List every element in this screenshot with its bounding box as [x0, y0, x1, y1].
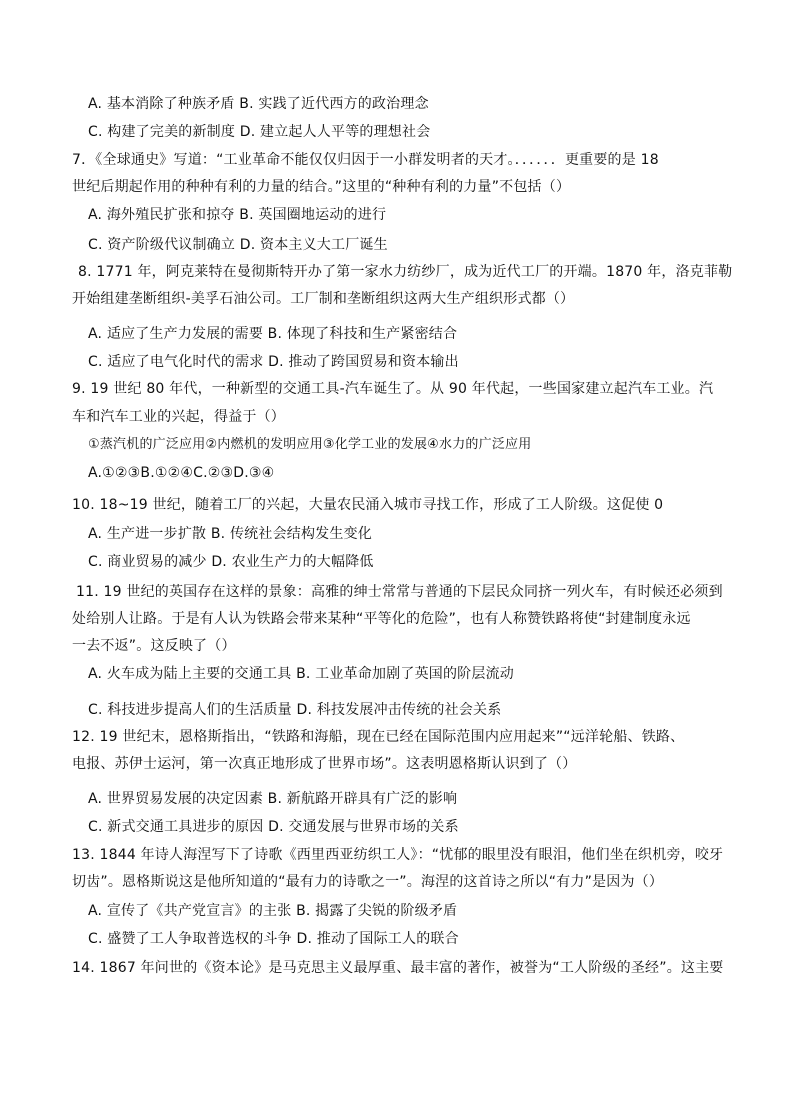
question-11-stem-line-3: 一去不返”。这反映了（） [72, 638, 236, 654]
question-11-option-ab: A. 火车成为陆上主要的交通工具 B. 工业革命加剧了英国的阶层流动 [88, 666, 514, 682]
question-9-options: A.①②③B.①②④C.②③D.③④ [88, 465, 275, 481]
question-8-option-ab: A. 适应了生产力发展的需要 B. 体现了科技和生产紧密结合 [88, 326, 458, 342]
question-12-stem-line-2: 电报、苏伊士运河，第一次真正地形成了世界市场”。这表明恩格斯认识到了（） [72, 756, 577, 772]
question-9-stem-line-2: 车和汽车工业的兴起，得益于（） [72, 409, 285, 425]
question-7-option-ab: A. 海外殖民扩张和掠夺 B. 英国圈地运动的进行 [88, 207, 387, 223]
question-7-stem-line-2: 世纪后期起作用的种种有利的力量的结合。”这里的“种种有利的力量”不包括（） [72, 179, 571, 195]
question-13-option-ab: A. 宣传了《共产党宣言》的主张 B. 揭露了尖锐的阶级矛盾 [88, 903, 458, 919]
question-7-stem-line-1: 7．《全球通史》写道：“工业革命不能仅仅归因于一小群发明者的天才。．．．．．．更重要的是 18 [72, 152, 659, 168]
question-12-option-ab: A. 世界贸易发展的决定因素 B. 新航路开辟具有广泛的影响 [88, 791, 458, 807]
question-13-option-cd: C. 盛赞了工人争取普选权的斗争 D. 推动了国际工人的联合 [88, 931, 459, 947]
question-14-stem-line-1: 14. 1867 年问世的《资本论》是马克思主义最厚重、最丰富的著作，被誉为“工人阶级的圣经”。这主要 [72, 960, 724, 976]
question-6-option-ab: A. 基本消除了种族矛盾 B. 实践了近代西方的政治理念 [88, 96, 429, 112]
question-7-option-cd: C. 资产阶级代议制确立 D. 资本主义大工厂诞生 [88, 237, 388, 253]
question-13-stem-line-1: 13. 1844 年诗人海涅写下了诗歌《西里西亚纺织工人》：“忧郁的眼里没有眼泪，他们坐在织机旁，咬牙 [72, 847, 724, 863]
question-6-option-cd: C. 构建了完美的新制度 D. 建立起人人平等的理想社会 [88, 124, 431, 140]
question-9-statements: ①蒸汽机的广泛应用②内燃机的发明应用③化学工业的发展④水力的广泛应用 [88, 437, 532, 452]
question-11-stem-line-1: 11. 19 世纪的英国存在这样的景象：高雅的绅士常常与普通的下层民众同挤一列火车，有时候还必须到 [76, 584, 723, 600]
question-10-stem: 10. 18~19 世纪，随着工厂的兴起，大量农民涌入城市寻找工作，形成了工人阶级。这促使 0 [72, 497, 664, 513]
question-13-stem-line-2: 切齿”。恩格斯说这是他所知道的“最有力的诗歌之一”。海涅的这首诗之所以“有力”是因为（） [72, 874, 664, 890]
question-12-option-cd: C. 新式交通工具进步的原因 D. 交通发展与世界市场的关系 [88, 819, 459, 835]
question-8-option-cd: C. 适应了电气化时代的需求 D. 推动了跨国贸易和资本输出 [88, 354, 459, 370]
question-8-stem-line-1: 8. 1771 年，阿克莱特在曼彻斯特开办了第一家水力纺纱厂，成为近代工厂的开端。1870 年，洛克菲勒 [78, 264, 733, 280]
question-8-stem-line-2: 开始组建垄断组织-美孚石油公司。工厂制和垄断组织这两大生产组织形式都（） [72, 291, 575, 307]
question-9-stem-line-1: 9. 19 世纪 80 年代，一种新型的交通工具-汽车诞生了。从 90 年代起，一些国家建立起汽车工业。汽 [72, 381, 714, 397]
question-12-stem-line-1: 12. 19 世纪末，恩格斯指出，“铁路和海船，现在已经在国际范围内应用起来”“远洋轮船、铁路、 [72, 729, 685, 745]
question-10-option-ab: A. 生产进一步扩散 B. 传统社会结构发生变化 [88, 526, 372, 542]
question-10-option-cd: C. 商业贸易的减少 D. 农业生产力的大幅降低 [88, 554, 374, 570]
question-11-option-cd: C. 科技进步提高人们的生活质量 D. 科技发展冲击传统的社会关系 [88, 702, 502, 718]
question-11-stem-line-2: 处给别人让路。于是有人认为铁路会带来某种“平等化的危险”，也有人称赞铁路将使“封建制度永远 [72, 611, 691, 627]
